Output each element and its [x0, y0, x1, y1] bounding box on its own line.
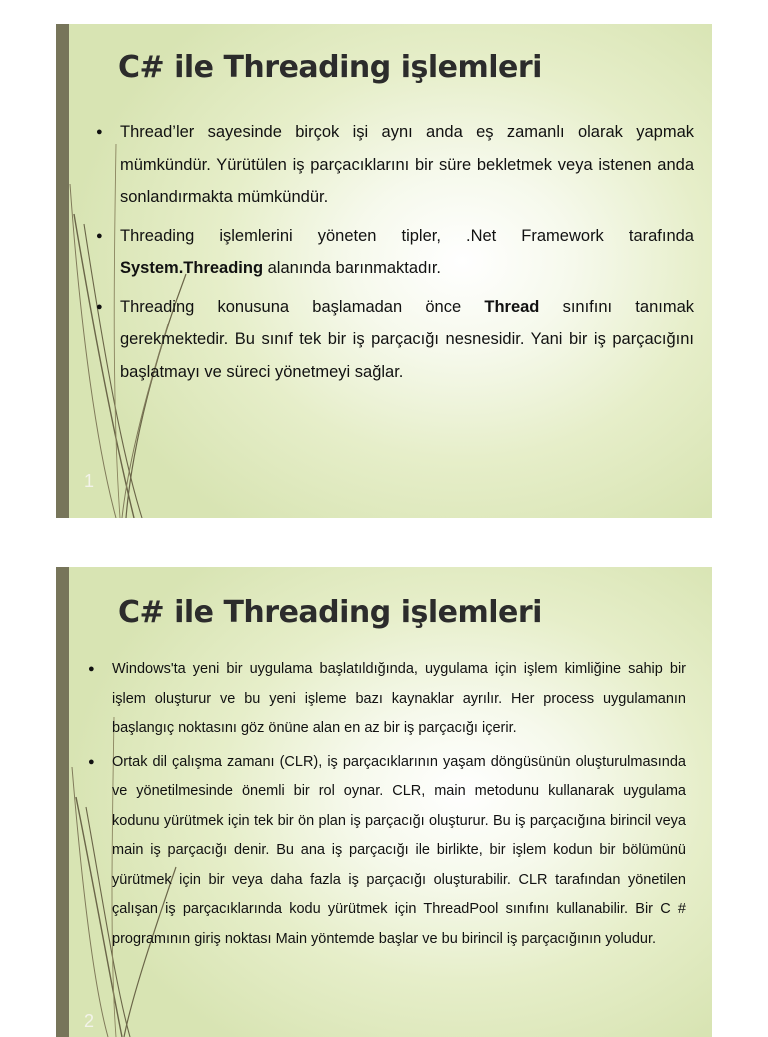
bullet-icon: ● [88, 663, 95, 675]
slide-side-bar [56, 24, 69, 518]
bullet-text: Ortak dil çalışma zamanı (CLR), iş parçacıklarının yaşam döngüsünün oluşturulmasında ve yönetilmesinde önemli bir rol oynar. CLR, main metodunu kullanarak uygulama kodunu yürütmek için tek bir ön plan iş parçacığı oluşturur. Bu iş parçacığına birincil veya main iş parçacığı denir. Bu ana iş parçacığı ile birlikte, bir işlem kodun bir bölümünü yürütmek için bir veya daha fazla iş parçacığı oluşturabilir. CLR tarafından yönetilen çalışan iş parçacıklarında kodu yürütmek için ThreadPool sınıfını kullanabilir. Bir C # programının giriş noktası Main yöntemde başlar ve bu birincil iş parçacığının yoludur. [112, 753, 686, 947]
bullet-bold-text: Thread [484, 297, 540, 316]
bullet-text: Thread’ler sayesinde birçok işi aynı anda eş zamanlı olarak yapmak mümkündür. Yürütülen iş parçacıklarını bir süre bekletmek veya istenen anda sonlandırmakta mümkündür. [120, 123, 694, 206]
bullet-text: Threading işlemlerini yöneten tipler, .Net Framework tarafında [120, 226, 694, 245]
bullet-text: Threading konusuna başlamadan önce [120, 297, 485, 316]
slide-1 [56, 24, 712, 518]
bullet-icon: ● [96, 300, 103, 313]
slide-side-bar [56, 567, 69, 1037]
bullet-item [96, 220, 694, 285]
slide-number: 2 [84, 1011, 95, 1031]
slide-2 [56, 567, 712, 1037]
bullet-text: sınıfını tanımak gerekmektedir. Bu sınıf tek bir iş parçacığı nesnesidir. Yani bir iş parçacığını başlatmayı ve süreci yönetmeyi sağlar. [120, 297, 694, 381]
slide-title: C# ile Threading işlemleri [118, 595, 542, 630]
bullet-icon: ● [96, 126, 103, 138]
bullet-item [96, 291, 694, 389]
slide-title: C# ile Threading işlemleri [118, 50, 542, 85]
bullet-bold-text: System.Threading [120, 259, 264, 277]
slide-number: 1 [84, 471, 95, 491]
bullet-list [96, 116, 694, 394]
bullet-text: Windows'ta yeni bir uygulama başlatıldığında, uygulama için işlem kimliğine sahip bir işlem oluşturur ve bu yeni işleme bazı kaynaklar ayrılır. Her process uygulamanın başlangıç noktasını göz önüne alan en az bir iş parçacığı içerir. [112, 661, 686, 736]
bullet-list [88, 655, 686, 958]
bullet-item [88, 748, 686, 955]
bullet-icon: ● [96, 229, 103, 242]
bullet-item [88, 655, 686, 744]
bullet-item [96, 116, 694, 214]
bullet-icon: ● [88, 755, 95, 768]
bullet-text: alanında barınmaktadır. [263, 259, 441, 277]
